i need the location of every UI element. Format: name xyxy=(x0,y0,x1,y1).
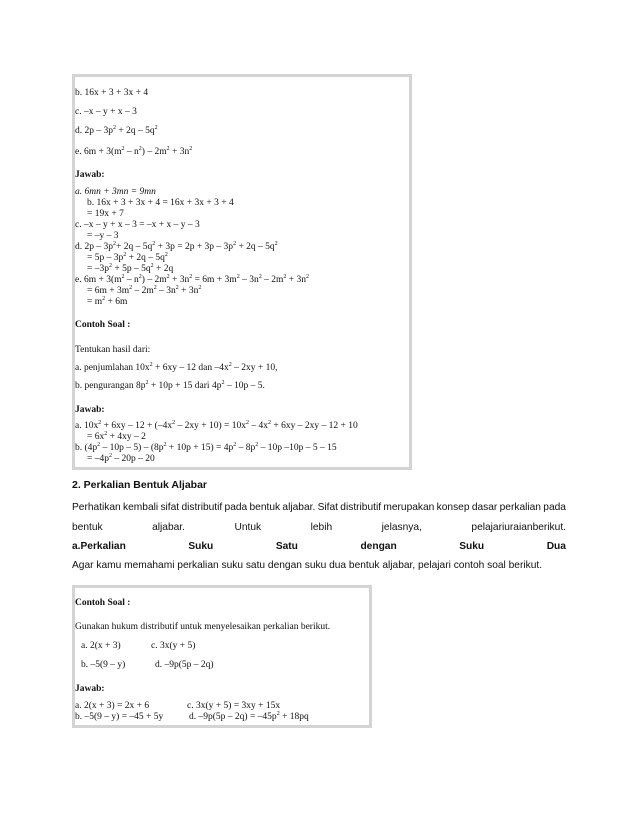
answer-c: c. 3x(y + 5) = 3xy + 15x xyxy=(187,701,281,711)
paragraph-word: Untuk xyxy=(234,522,262,533)
question-d: d. –9p(5p – 2q) xyxy=(155,660,214,670)
answer-line: = –y – 3 xyxy=(87,231,119,241)
paragraph-word: pada xyxy=(543,502,566,513)
paragraph-word: pelajariuraianberikut. xyxy=(471,522,566,533)
answer-line: = 19x + 7 xyxy=(87,209,124,219)
answer-line: c. –x – y + x – 3 = –x + x – y – 3 xyxy=(75,220,200,230)
paragraph-line-2 xyxy=(72,522,566,533)
paragraph-word: distributif xyxy=(181,502,223,513)
jawab-label: Jawab: xyxy=(75,684,105,694)
paragraph-word: perkalian xyxy=(499,502,541,513)
subheading xyxy=(72,541,566,552)
paragraph-word: aljabar. xyxy=(152,522,185,533)
subheading-word: Suku xyxy=(459,541,485,552)
answer-line-2: a. $10x^2 + 6xy - 12 + (-4x^2 - 2xy + 10) = 10x^2 - 4x^2 + 6xy - 2xy - 12 + 10$ xyxy=(75,420,358,431)
answer-line: b. 16x + 3 + 3x + 4 = 16x + 3x + 3 + 4 xyxy=(87,198,234,208)
answer-d: d. $-9p(5p - 2q) = -45p^2 + 18pq$ xyxy=(189,711,309,722)
answer-line: e. $6m + 3(m^2 - n^2) - 2m^2 + 3n^2 = 6m + 3m^2 - 3n^2 - 2m^2 + 3n^2$ xyxy=(75,274,309,285)
paragraph-word: pada xyxy=(224,502,248,513)
answer-line: = $5p - 3p^2 + 2q - 5q^2$ xyxy=(87,252,168,263)
paragraph-word: Perhatikan xyxy=(72,502,121,513)
answer-b: b. –5(9 – y) = –45 + 5y xyxy=(75,712,164,722)
question-b: b. pengurangan $8p^2 + 10p + 15$ dari $4p^2 - 10p - 5$. xyxy=(75,380,265,391)
answer-line: = $6m + 3m^2 - 2m^2 - 3n^2 + 3n^2$ xyxy=(87,285,202,296)
paragraph-word: bentuk xyxy=(72,522,103,533)
paragraph-word: bentuk xyxy=(249,502,281,513)
paragraph-word: konsep xyxy=(436,502,470,513)
subheading-word: dengan xyxy=(360,541,397,552)
answer-line-2: = $-4p^2 - 20p - 20$ xyxy=(87,453,155,464)
subheading-word: Satu xyxy=(275,541,298,552)
paragraph-word: aljabar. xyxy=(282,502,316,513)
paragraph-word: kembali xyxy=(123,502,159,513)
contoh-soal-label: Contoh Soal : xyxy=(75,598,131,608)
answer-line: a. 6mn + 3mn = 9mn xyxy=(75,187,156,197)
problem-line: d. $2p - 3p^2 + 2q - 5q^2$ xyxy=(75,125,158,136)
answer-line: = $m^2 + 6m$ xyxy=(87,296,128,307)
intro-text: Agar kamu memahami perkalian suku satu dengan suku dua bentuk aljabar, pelajari contoh soal berikut. xyxy=(72,560,543,571)
paragraph-word: sifat xyxy=(160,502,180,513)
question-a: a. 2(x + 3) xyxy=(81,641,121,651)
paragraph-word: dasar xyxy=(471,502,498,513)
answer-line-2: = $6x^2 + 4xy - 2$ xyxy=(87,431,146,442)
answer-a: a. 2(x + 3) = 2x + 6 xyxy=(75,701,150,711)
paragraph-line-1 xyxy=(72,502,566,513)
question-c: c. 3x(y + 5) xyxy=(151,641,196,651)
section-heading: 2. Perkalian Bentuk Aljabar xyxy=(72,479,207,491)
subheading-word: Dua xyxy=(546,541,566,552)
problem-line: c. –x – y + x – 3 xyxy=(75,107,137,117)
question-b: b. –5(9 – y) xyxy=(81,660,126,670)
answer-line: d. $2p - 3p^2+ 2q - 5q^2 + 3p = 2p + 3p - 3p^2 + 2q - 5q^2$ xyxy=(75,241,278,252)
contoh-soal-label: Contoh Soal : xyxy=(75,320,131,330)
example-box-2 xyxy=(72,585,372,728)
paragraph-word: distributif xyxy=(340,502,382,513)
question-a: a. penjumlahan $10x^2 + 6xy - 12$ dan $-4x^2 - 2xy + 10$, xyxy=(75,362,278,373)
instruction-text: Gunakan hukum distributif untuk menyelesaikan perkalian berikut. xyxy=(75,622,331,632)
subheading-word: Suku xyxy=(188,541,214,552)
jawab-label-2: Jawab: xyxy=(75,405,105,415)
paragraph-word: lebih xyxy=(310,522,333,533)
problem-line: b. 16x + 3 + 3x + 4 xyxy=(75,88,149,98)
subheading-word: a.Perkalian xyxy=(72,541,126,552)
paragraph-word: jelasnya, xyxy=(381,522,422,533)
example-box-1 xyxy=(72,74,412,470)
instruction-text: Tentukan hasil dari: xyxy=(75,345,151,355)
answer-line-2: b. $(4p^2 - 10p - 5) - (8p^2 + 10p + 15) = 4p^2 - 8p^2 - 10p$ –10p – 5 – 15 xyxy=(75,442,337,453)
jawab-label: Jawab: xyxy=(75,170,105,180)
paragraph-word: Sifat xyxy=(317,502,338,513)
problem-line: e. $6m + 3(m^2 - n^2) - 2m^2 + 3n^2$ xyxy=(75,146,193,157)
paragraph-word: merupakan xyxy=(383,502,435,513)
answer-line: = $-3p^2 + 5p - 5q^2 + 2q$ xyxy=(87,263,174,274)
